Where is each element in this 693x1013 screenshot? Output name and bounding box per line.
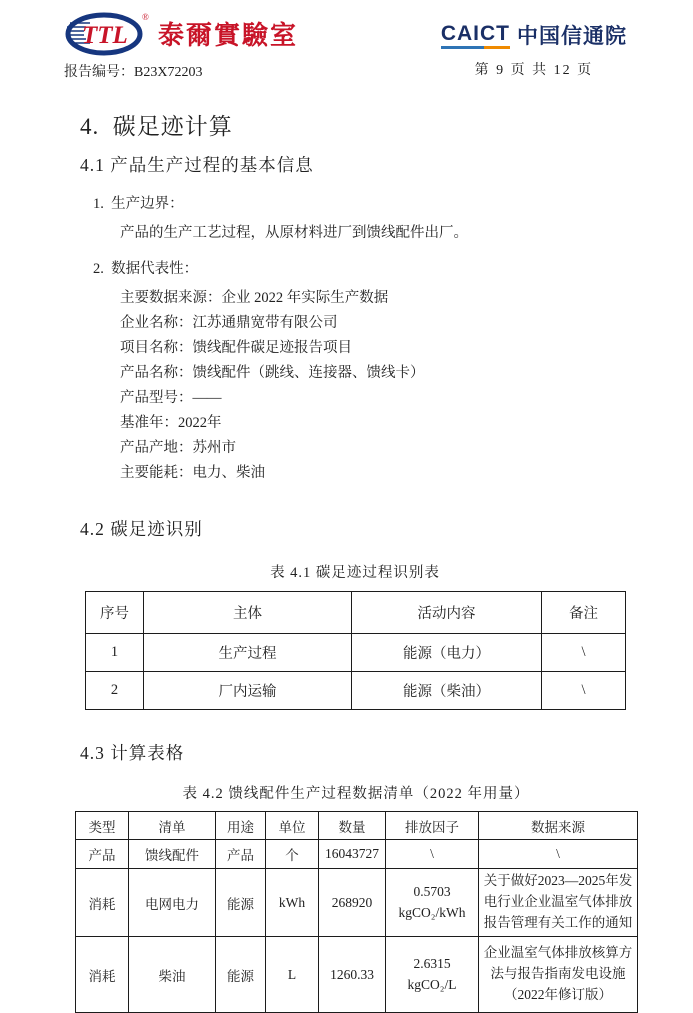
table-cell: 消耗 xyxy=(76,937,129,1013)
data-detail-lines xyxy=(120,286,693,486)
table-cell: 能源 xyxy=(216,869,266,937)
detail-line: 企业名称：江苏通鼎宽带有限公司 xyxy=(120,315,338,331)
col-header: 主体 xyxy=(144,592,352,634)
table-cell: 1260.33 xyxy=(319,937,386,1013)
page-header xyxy=(0,0,693,81)
ttl-ellipse-icon xyxy=(64,10,156,56)
detail-line: 主要能耗：电力、柴油 xyxy=(120,465,265,481)
col-header: 排放因子 xyxy=(386,812,479,840)
registered-mark-icon: ® xyxy=(142,12,149,22)
header-right xyxy=(441,10,627,79)
col-header: 数据来源 xyxy=(479,812,638,840)
table-4-1-caption: 表 4.1 碳足迹过程识别表 xyxy=(270,565,440,581)
col-header: 备注 xyxy=(542,592,626,634)
col-header: 数量 xyxy=(319,812,386,840)
detail-line: 主要数据来源：企业 2022 年实际生产数据 xyxy=(120,290,389,306)
table-row xyxy=(86,634,626,672)
table-cell: 企业温室气体排放核算方法与报告指南发电设施（2022年修订版） xyxy=(479,937,638,1013)
detail-line: 产品型号：—— xyxy=(120,390,222,406)
emission-factor-cell xyxy=(386,937,479,1013)
table-4-1 xyxy=(85,591,626,710)
col-header: 用途 xyxy=(216,812,266,840)
page-number: 第 9 页 共 12 页 xyxy=(474,63,594,78)
factor-value: 2.6315 xyxy=(413,956,451,972)
section-title-4-1: 4.1 产品生产过程的基本信息 xyxy=(80,155,314,175)
header-left xyxy=(64,10,298,81)
table-cell: 消耗 xyxy=(76,869,129,937)
list-item-1-body: 产品的生产工艺过程，从原材料进厂到馈线配件出厂。 xyxy=(120,225,468,241)
col-header: 类型 xyxy=(76,812,129,840)
table-cell: 生产过程 xyxy=(144,634,352,672)
table-cell: 268920 xyxy=(319,869,386,937)
table-cell: \ xyxy=(542,672,626,710)
section-title-4: 4. 碳足迹计算 xyxy=(80,114,233,139)
table-header-row xyxy=(76,812,638,840)
table-cell: \ xyxy=(479,840,638,869)
table-cell: 柴油 xyxy=(129,937,216,1013)
table-cell: 能源（电力） xyxy=(352,634,542,672)
table-row xyxy=(76,937,638,1013)
table-cell: 能源（柴油） xyxy=(352,672,542,710)
table-cell: 16043727 xyxy=(319,840,386,869)
list-item-2-label: 2. 数据代表性： xyxy=(93,261,199,277)
table-cell: 厂内运输 xyxy=(144,672,352,710)
table-cell: \ xyxy=(386,840,479,869)
table-4-2-caption: 表 4.2 馈线配件生产过程数据清单（2022 年用量） xyxy=(182,786,530,802)
table-cell: \ xyxy=(542,634,626,672)
table-cell: 产品 xyxy=(216,840,266,869)
table-cell: 产品 xyxy=(76,840,129,869)
table-header-row xyxy=(86,592,626,634)
table-cell: 2 xyxy=(86,672,144,710)
col-header: 序号 xyxy=(86,592,144,634)
section-title-4-2: 4.2 碳足迹识别 xyxy=(80,519,203,539)
document-body xyxy=(0,108,693,1013)
report-number: 报告编号：B23X72203 xyxy=(64,65,203,80)
table-cell: 关于做好2023—2025年发电行业企业温室气体排放报告管理有关工作的通知 xyxy=(479,869,638,937)
col-header: 清单 xyxy=(129,812,216,840)
table-row xyxy=(76,840,638,869)
caict-logo-en: CAICT xyxy=(441,22,510,49)
ttl-lab-logo xyxy=(64,10,298,56)
table-cell: 1 xyxy=(86,634,144,672)
col-header: 活动内容 xyxy=(352,592,542,634)
table-cell: kWh xyxy=(266,869,319,937)
section-title-4-3: 4.3 计算表格 xyxy=(80,743,185,763)
list-item-1-label: 1. 生产边界： xyxy=(93,196,184,212)
col-header: 单位 xyxy=(266,812,319,840)
ttl-logo-chinese: 泰爾實驗室 xyxy=(158,20,299,50)
detail-line: 产品产地：苏州市 xyxy=(120,440,236,456)
detail-line: 项目名称：馈线配件碳足迹报告项目 xyxy=(120,340,352,356)
table-cell: 个 xyxy=(266,840,319,869)
caict-logo-cn: 中国信通院 xyxy=(517,25,627,48)
caict-logo xyxy=(441,20,627,50)
table-cell: 电网电力 xyxy=(129,869,216,937)
table-row xyxy=(86,672,626,710)
factor-value: 0.5703 xyxy=(413,884,451,900)
ttl-logo-text: TTL xyxy=(82,22,128,49)
table-4-2 xyxy=(75,811,638,1013)
table-cell: L xyxy=(266,937,319,1013)
factor-unit: kgCO₂/L xyxy=(407,976,457,992)
table-row xyxy=(76,869,638,937)
detail-line: 产品名称：馈线配件（跳线、连接器、馈线卡） xyxy=(120,365,425,381)
table-cell: 能源 xyxy=(216,937,266,1013)
emission-factor-cell xyxy=(386,869,479,937)
table-cell: 馈线配件 xyxy=(129,840,216,869)
detail-line: 基准年：2022年 xyxy=(120,415,222,431)
factor-unit: kgCO₂/kWh xyxy=(398,904,466,920)
